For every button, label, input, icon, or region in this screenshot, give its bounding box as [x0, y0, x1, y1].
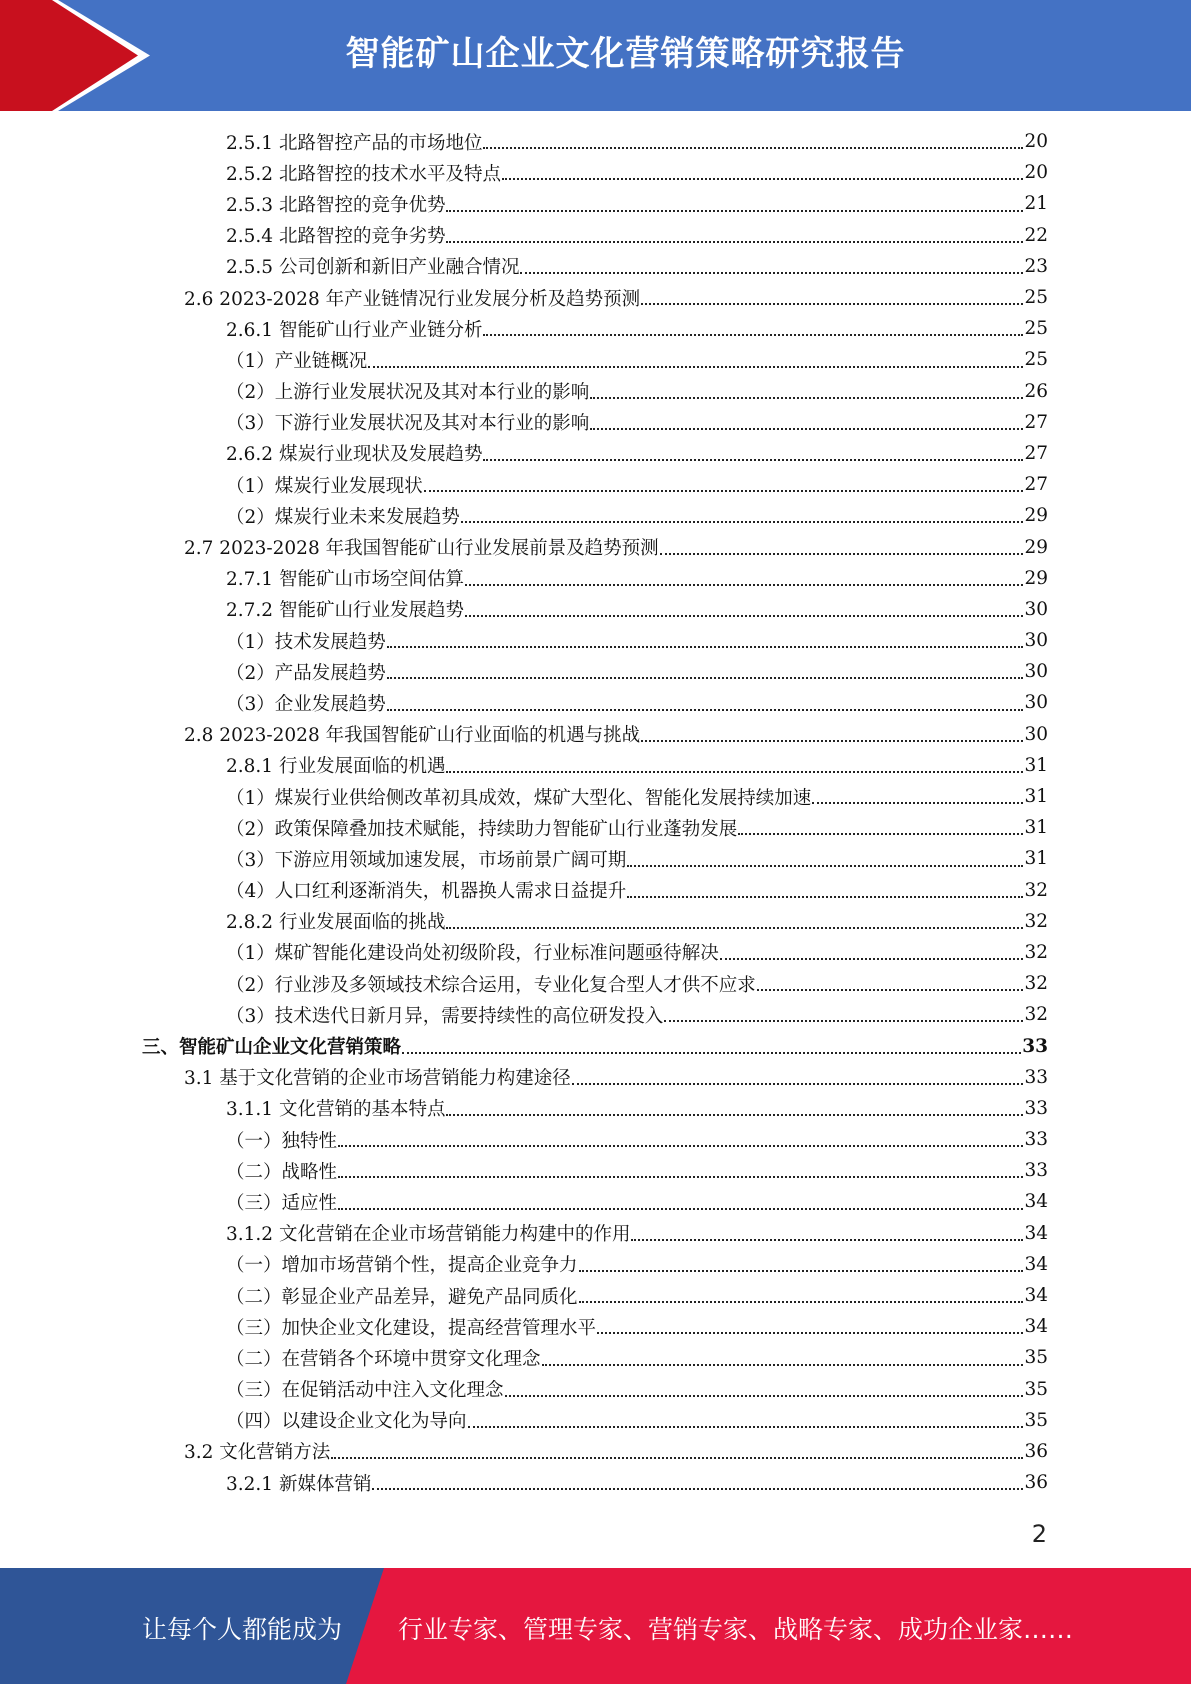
toc-entry-title: （二）战略性	[226, 1161, 338, 1183]
toc-entry-title: 2.5.4 北路智控的竞争劣势	[226, 226, 446, 248]
toc-entry-title: 2.8 2023-2028 年我国智能矿山行业面临的机遇与挑战	[184, 725, 641, 747]
toc-entry-title: （三）在促销活动中注入文化理念	[226, 1380, 504, 1402]
toc-entry-title: （3）下游应用领域加速发展，市场前景广阔可期	[226, 849, 627, 871]
toc-entry-page: 30	[1024, 723, 1048, 745]
toc-dot-leader	[627, 864, 1023, 867]
table-of-contents	[0, 126, 1191, 1498]
toc-dot-leader	[502, 177, 1023, 180]
toc-entry-title: 三、智能矿山企业文化营销策略	[142, 1037, 402, 1059]
toc-dot-leader	[446, 1113, 1023, 1116]
toc-dot-leader	[402, 1051, 1021, 1054]
toc-entry-title: （1）煤炭行业发展现状	[226, 475, 423, 497]
toc-entry-page: 30	[1024, 692, 1048, 714]
toc-entry[interactable]	[226, 687, 1048, 718]
toc-entry[interactable]	[184, 1436, 1048, 1467]
toc-dot-leader	[338, 1207, 1023, 1210]
toc-entry-title: （3）技术迭代日新月异，需要持续性的高位研发投入	[226, 1005, 664, 1027]
toc-entry-title: （一）增加市场营销个性，提高企业竞争力	[226, 1255, 578, 1277]
toc-entry[interactable]	[226, 937, 1048, 968]
toc-entry-title: 2.6.1 智能矿山行业产业链分析	[226, 319, 483, 341]
toc-entry-page: 34	[1024, 1253, 1048, 1275]
toc-entry-title: 3.2 文化营销方法	[184, 1442, 331, 1464]
toc-entry-title: 3.1.2 文化营销在企业市场营销能力构建中的作用	[226, 1224, 631, 1246]
toc-entry-title: （2）上游行业发展状况及其对本行业的影响	[226, 382, 590, 404]
toc-entry-title: 2.5.2 北路智控的技术水平及特点	[226, 163, 501, 185]
toc-entry-page: 35	[1024, 1409, 1048, 1431]
toc-entry-title: （1）煤矿智能化建设尚处初级阶段，行业标准问题亟待解决	[226, 943, 719, 965]
toc-entry[interactable]	[226, 1311, 1048, 1342]
toc-entry-page: 32	[1024, 1004, 1048, 1026]
toc-entry[interactable]	[184, 1062, 1048, 1093]
toc-entry-title: （2）行业涉及多领域技术综合运用，专业化复合型人才供不应求	[226, 974, 756, 996]
toc-entry-page: 36	[1024, 1440, 1048, 1462]
toc-entry-title: 2.7.1 智能矿山市场空间估算	[226, 569, 464, 591]
toc-dot-leader	[483, 458, 1023, 461]
toc-entry-title: 3.1.1 文化营销的基本特点	[226, 1099, 446, 1121]
toc-entry-title: 3.1 基于文化营销的企业市场营销能力构建途径	[184, 1068, 571, 1090]
toc-dot-leader	[387, 708, 1024, 711]
toc-entry-title: （4）人口红利逐渐消失，机器换人需求日益提升	[226, 881, 627, 903]
toc-entry-page: 29	[1024, 536, 1048, 558]
toc-dot-leader	[590, 396, 1023, 399]
toc-entry-page: 30	[1024, 630, 1048, 652]
toc-entry[interactable]	[226, 781, 1048, 812]
toc-entry[interactable]	[226, 500, 1048, 531]
toc-entry[interactable]	[226, 750, 1048, 781]
page-number: 2	[1031, 1520, 1047, 1548]
toc-dot-leader	[572, 1082, 1024, 1085]
toc-entry-title: （三）加快企业文化建设，提高经营管理水平	[226, 1317, 597, 1339]
toc-entry-page: 25	[1024, 287, 1048, 309]
toc-dot-leader	[641, 302, 1023, 305]
toc-entry-title: （1）产业链概况	[226, 350, 368, 372]
toc-entry-page: 32	[1024, 879, 1048, 901]
toc-entry-title: 2.5.5 公司创新和新旧产业融合情况	[226, 257, 520, 279]
toc-dot-leader	[641, 739, 1023, 742]
toc-dot-leader	[465, 614, 1023, 617]
footer-slogan-right: 行业专家、管理专家、营销专家、战略专家、成功企业家……	[398, 1615, 1074, 1644]
toc-entry[interactable]	[226, 843, 1048, 874]
toc-entry[interactable]	[226, 1374, 1048, 1405]
toc-dot-leader	[446, 209, 1023, 212]
toc-entry[interactable]	[226, 407, 1048, 438]
toc-entry-page: 32	[1024, 941, 1048, 963]
toc-entry-page: 31	[1024, 786, 1048, 808]
toc-entry[interactable]	[226, 376, 1048, 407]
toc-entry-page: 25	[1024, 318, 1048, 340]
toc-entry-title: 2.5.3 北路智控的竞争优势	[226, 194, 446, 216]
toc-entry[interactable]	[226, 999, 1048, 1030]
toc-entry-title: （二）彰显企业产品差异，避免产品同质化	[226, 1286, 578, 1308]
toc-entry-page: 26	[1024, 380, 1048, 402]
toc-entry-page: 31	[1024, 754, 1048, 776]
toc-dot-leader	[631, 1238, 1023, 1241]
toc-entry-page: 33	[1022, 1035, 1048, 1057]
toc-entry-title: （1）煤炭行业供给侧改革初具成效，煤矿大型化、智能化发展持续加速	[226, 787, 812, 809]
toc-dot-leader	[660, 552, 1024, 555]
toc-entry[interactable]	[226, 126, 1048, 157]
toc-entry-page: 31	[1024, 817, 1048, 839]
toc-entry[interactable]	[184, 531, 1048, 562]
toc-entry[interactable]	[226, 1124, 1048, 1155]
toc-entry-page: 32	[1024, 910, 1048, 932]
toc-entry-page: 20	[1024, 162, 1048, 184]
toc-dot-leader	[483, 146, 1023, 149]
toc-dot-leader	[738, 832, 1023, 835]
toc-dot-leader	[387, 645, 1024, 648]
toc-entry[interactable]	[226, 157, 1048, 188]
toc-entry-title: 2.5.1 北路智控产品的市场地位	[226, 132, 483, 154]
toc-dot-leader	[338, 1144, 1023, 1147]
page-header	[0, 0, 1191, 111]
toc-entry-page: 32	[1024, 973, 1048, 995]
toc-entry-page: 35	[1024, 1378, 1048, 1400]
toc-entry-title: （四）以建设企业文化为导向	[226, 1411, 467, 1433]
toc-entry[interactable]	[226, 1467, 1048, 1498]
toc-entry[interactable]	[184, 719, 1048, 750]
toc-entry-page: 21	[1024, 193, 1048, 215]
toc-entry[interactable]	[226, 1280, 1048, 1311]
toc-dot-leader	[446, 770, 1023, 773]
toc-entry-page: 33	[1024, 1160, 1048, 1182]
report-title: 智能矿山企业文化营销策略研究报告	[345, 34, 906, 74]
toc-entry[interactable]	[226, 251, 1048, 282]
toc-entry-title: （一）独特性	[226, 1130, 338, 1152]
toc-entry-page: 34	[1024, 1222, 1048, 1244]
toc-entry-title: 2.6 2023-2028 年产业链情况行业发展分析及趋势预测	[184, 288, 641, 310]
toc-dot-leader	[812, 801, 1023, 804]
toc-entry-title: （1）技术发展趋势	[226, 631, 386, 653]
toc-entry-page: 27	[1024, 474, 1048, 496]
toc-entry-title: （三）适应性	[226, 1192, 338, 1214]
toc-entry-title: 2.8.2 行业发展面临的挑战	[226, 912, 446, 934]
toc-entry[interactable]	[226, 1186, 1048, 1217]
toc-dot-leader	[579, 1300, 1024, 1303]
toc-entry[interactable]	[226, 313, 1048, 344]
toc-entry[interactable]	[226, 188, 1048, 219]
toc-dot-leader	[468, 1425, 1024, 1428]
toc-entry-page: 30	[1024, 661, 1048, 683]
toc-entry-page: 33	[1024, 1097, 1048, 1119]
toc-entry-title: （3）企业发展趋势	[226, 693, 386, 715]
toc-entry[interactable]	[184, 282, 1048, 313]
toc-entry[interactable]	[226, 906, 1048, 937]
toc-entry[interactable]	[226, 1342, 1048, 1373]
toc-entry[interactable]	[226, 1405, 1048, 1436]
toc-entry-page: 34	[1024, 1316, 1048, 1338]
toc-entry-page: 22	[1024, 224, 1048, 246]
toc-dot-leader	[387, 676, 1024, 679]
toc-dot-leader	[331, 1456, 1023, 1459]
toc-entry-page: 20	[1024, 131, 1048, 153]
toc-entry-title: 3.2.1 新媒体营销	[226, 1473, 372, 1495]
toc-dot-leader	[338, 1175, 1023, 1178]
toc-entry-page: 33	[1024, 1129, 1048, 1151]
toc-entry[interactable]	[226, 1249, 1048, 1280]
toc-entry-page: 27	[1024, 411, 1048, 433]
toc-entry-title: 2.6.2 煤炭行业现状及发展趋势	[226, 444, 483, 466]
toc-dot-leader	[590, 427, 1023, 430]
toc-entry-page: 33	[1024, 1066, 1048, 1088]
toc-entry[interactable]	[142, 1030, 1048, 1061]
toc-dot-leader	[664, 1019, 1023, 1022]
toc-entry-page: 36	[1024, 1472, 1048, 1494]
toc-entry-title: 2.8.1 行业发展面临的机遇	[226, 756, 446, 778]
toc-entry[interactable]	[226, 625, 1048, 656]
toc-entry-page: 29	[1024, 505, 1048, 527]
toc-entry-title: 2.7 2023-2028 年我国智能矿山行业发展前景及趋势预测	[184, 538, 659, 560]
toc-dot-leader	[461, 520, 1024, 523]
toc-entry-page: 34	[1024, 1191, 1048, 1213]
toc-entry[interactable]	[226, 875, 1048, 906]
toc-entry[interactable]	[226, 1218, 1048, 1249]
toc-dot-leader	[372, 1487, 1023, 1490]
toc-dot-leader	[757, 988, 1024, 991]
toc-entry[interactable]	[226, 656, 1048, 687]
toc-entry-title: （2）煤炭行业未来发展趋势	[226, 506, 460, 528]
toc-dot-leader	[505, 1394, 1024, 1397]
toc-entry[interactable]	[226, 220, 1048, 251]
toc-dot-leader	[542, 1363, 1024, 1366]
toc-dot-leader	[424, 489, 1024, 492]
toc-entry-page: 34	[1024, 1285, 1048, 1307]
toc-entry[interactable]	[226, 469, 1048, 500]
toc-entry-title: （二）在营销各个环境中贯穿文化理念	[226, 1348, 541, 1370]
toc-entry-page: 30	[1024, 598, 1048, 620]
toc-entry[interactable]	[226, 1093, 1048, 1124]
toc-entry-page: 23	[1024, 255, 1048, 277]
toc-dot-leader	[446, 926, 1023, 929]
toc-dot-leader	[627, 895, 1023, 898]
toc-entry-page: 29	[1024, 567, 1048, 589]
footer-slogan-left: 让每个人都能成为	[142, 1615, 343, 1644]
toc-entry[interactable]	[226, 594, 1048, 625]
toc-dot-leader	[465, 583, 1023, 586]
toc-dot-leader	[720, 957, 1024, 960]
toc-entry-title: 2.7.2 智能矿山行业发展趋势	[226, 600, 464, 622]
toc-dot-leader	[579, 1269, 1024, 1272]
page-footer	[0, 1568, 1191, 1684]
toc-entry[interactable]	[226, 344, 1048, 375]
toc-entry-page: 27	[1024, 442, 1048, 464]
toc-entry-page: 25	[1024, 349, 1048, 371]
toc-dot-leader	[597, 1331, 1023, 1334]
toc-entry-page: 35	[1024, 1347, 1048, 1369]
toc-entry[interactable]	[226, 1155, 1048, 1186]
toc-entry-title: （2）政策保障叠加技术赋能，持续助力智能矿山行业蓬勃发展	[226, 818, 738, 840]
toc-entry-title: （2）产品发展趋势	[226, 662, 386, 684]
toc-entry-page: 31	[1024, 848, 1048, 870]
toc-entry-title: （3）下游行业发展状况及其对本行业的影响	[226, 413, 590, 435]
toc-entry[interactable]	[226, 438, 1048, 469]
toc-entry[interactable]	[226, 563, 1048, 594]
toc-entry[interactable]	[226, 812, 1048, 843]
toc-dot-leader	[368, 365, 1023, 368]
toc-dot-leader	[483, 333, 1023, 336]
toc-dot-leader	[520, 271, 1023, 274]
toc-dot-leader	[446, 240, 1023, 243]
toc-entry[interactable]	[226, 968, 1048, 999]
